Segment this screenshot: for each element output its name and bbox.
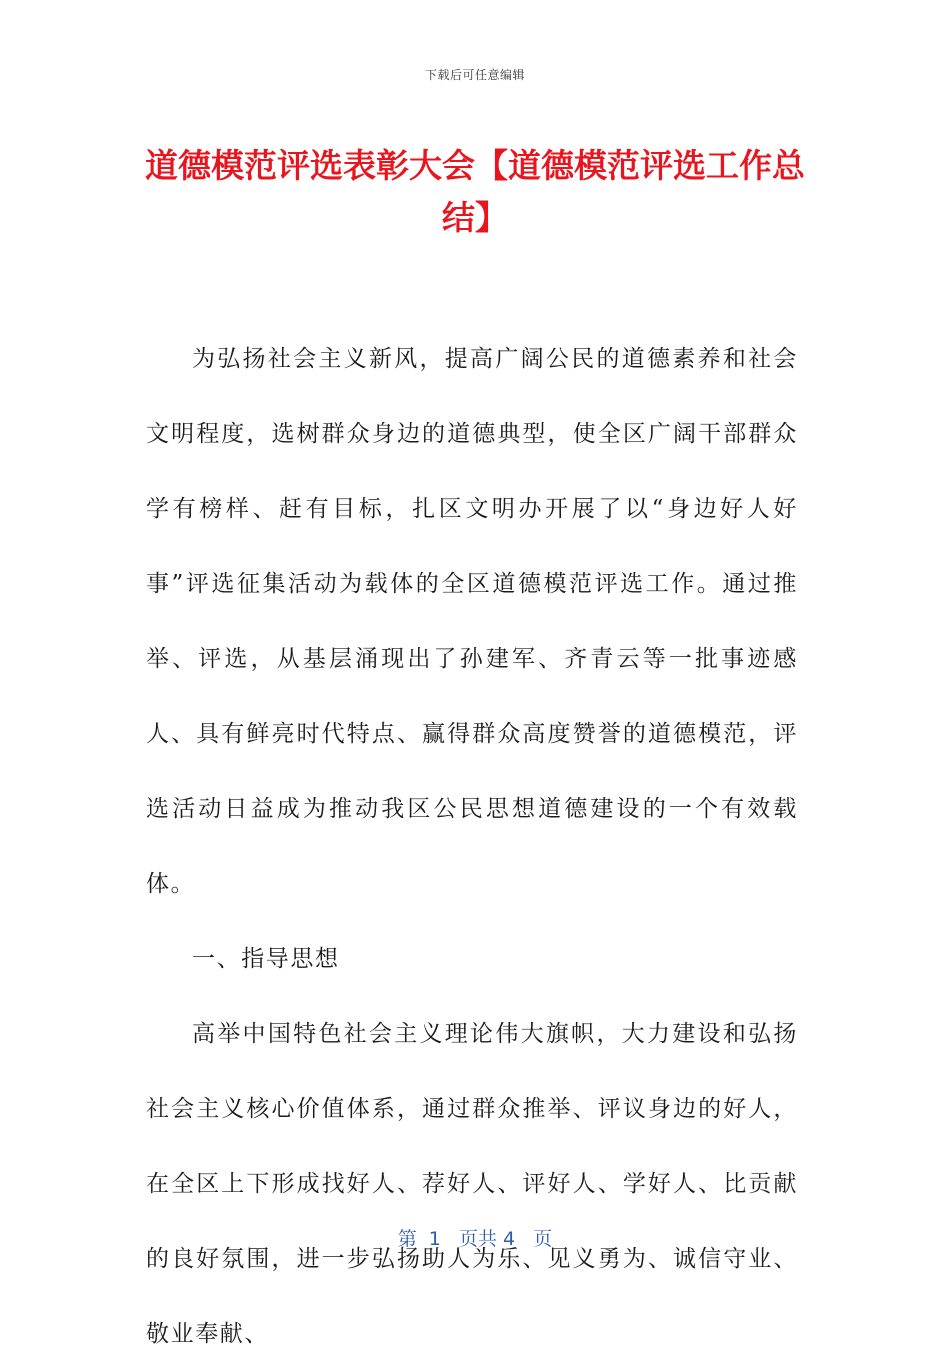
document-title: 道德模范评选表彰大会【道德模范评选工作总结】 — [145, 146, 805, 237]
body-paragraph: 为弘扬社会主义新风，提高广阔公民的道德素养和社会文明程度，选树群众身边的道德典型，使全区广阔干部群众学有榜样、赶有目标，扎区文明办开展了以“身边好人好事”评选征集活动为载体的全区道德模范评选工作。通过推举、评选，从基层涌现出了孙建军、齐青云等一批事迹感人、具有鲜亮时代特点、赢得群众高度赞誉的道德模范，评选活动日益成为推动我区公民思想道德建设的一个有效载体。 — [146, 346, 798, 897]
header-note: 下载后可任意编辑 — [424, 68, 525, 82]
body-paragraph: 高举中国特色社会主义理论伟大旗帜，大力建设和弘扬社会主义核心价值体系，通过群众推举、评议身边的好人，在全区上下形成找好人、荐好人、评好人、学好人、比贡献的良好氛围，进一步弘扬助人为乐、见义勇为、诚信守业、敬业奉献、 — [146, 1021, 798, 1347]
page-number: 第 1 页共 4 页 — [397, 1228, 553, 1250]
document-body — [146, 322, 798, 1372]
section-heading: 一、指导思想 — [192, 946, 340, 972]
